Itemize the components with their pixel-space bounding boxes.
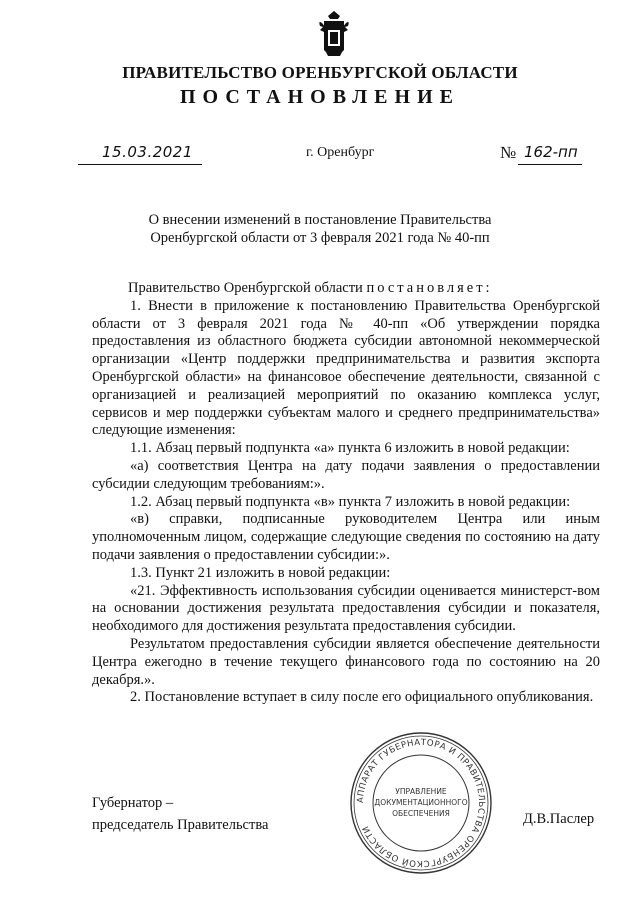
- intro-spaced: постановляет:: [366, 280, 493, 296]
- organization-title: ПРАВИТЕЛЬСТВО ОРЕНБУРГСКОЙ ОБЛАСТИ: [122, 63, 518, 82]
- body-paragraph: «а) соответствия Центра на дату подачи заявления о предоставлении субсидии следующим требованиям:».: [92, 457, 600, 492]
- subject-line-2: Оренбургской области от 3 февраля 2021 года № 40-пп: [150, 230, 490, 246]
- intro-prefix: Правительство Оренбургской области: [128, 280, 367, 296]
- body-paragraph: 1. Внести в приложение к постановлению Правительства Оренбургской области от 3 февраля 2021 года № 40-пп «Об утверждении порядка предоставления из областного бюджета субсидии автономной некоммерческой организации «Центр поддержки предпринимательства и развития экспорта Оренбургской области» на финансовое обеспечение деятельности, связанной с организацией и реализацией мероприятий по оказанию комплекса услуг, сервисов и мер поддержки субъектам малого и среднего предпринимательства» следующие изменения:: [92, 297, 600, 439]
- city-label: г. Оренбург: [306, 145, 375, 160]
- subject-line-1: О внесении изменений в постановление Правительства: [148, 212, 492, 228]
- seal-line-1: УПРАВЛЕНИЕ: [395, 787, 447, 796]
- document-body: [92, 280, 600, 707]
- seal-ring-text: АППАРАТ ГУБЕРНАТОРА И ПРАВИТЕЛЬСТВА ОРЕНБУРГСКОЙ ОБЛАСТИ: [355, 737, 487, 869]
- document-type-title: ПОСТАНОВЛЕНИЕ: [180, 86, 460, 108]
- body-paragraph: «в) справки, подписанные руководителем Центра или иным уполномоченным лицом, содержащие следующие сведения по состоянию на дату подачи заявления о предоставлении субсидии:».: [92, 511, 600, 563]
- document-subject: [110, 211, 530, 247]
- body-paragraph: 1.1. Абзац первый подпункта «а» пункта 6 изложить в новой редакции:: [130, 440, 570, 457]
- number-sign: №: [500, 143, 517, 162]
- signatory-name: Д.В.Паслер: [523, 811, 595, 827]
- number-field: [518, 142, 582, 165]
- body-paragraph: «21. Эффективность использования субсидии оценивается министерст-вом на основании достижения результата предоставления субсидии и показателя, необходимого для достижения результата предоставления субсидии.: [92, 582, 600, 635]
- coat-of-arms-icon: [314, 10, 354, 64]
- position-line-1: Губернатор –: [92, 795, 174, 811]
- body-paragraph: Результатом предоставления субсидии является обеспечение деятельности Центра ежегодно в течение текущего финансового года по состоянию на 20 декабря.».: [92, 635, 600, 688]
- date-field: [78, 142, 202, 165]
- body-intro: [92, 280, 600, 298]
- official-seal: [349, 731, 493, 875]
- position-line-2: председатель Правительства: [92, 817, 269, 833]
- date-value: 15.03.2021: [102, 143, 193, 161]
- body-paragraph: 2. Постановление вступает в силу после его официального опубликования.: [130, 689, 594, 706]
- signatory-position: [92, 792, 268, 836]
- body-paragraph: 1.2. Абзац первый подпункта «в» пункта 7 изложить в новой редакции:: [130, 493, 571, 510]
- number-value: 162-пп: [524, 143, 578, 161]
- seal-line-2: ДОКУМЕНТАЦИОННОГО: [374, 798, 468, 807]
- seal-line-3: ОБЕСПЕЧЕНИЯ: [392, 809, 450, 818]
- body-paragraph: 1.3. Пункт 21 изложить в новой редакции:: [130, 564, 391, 581]
